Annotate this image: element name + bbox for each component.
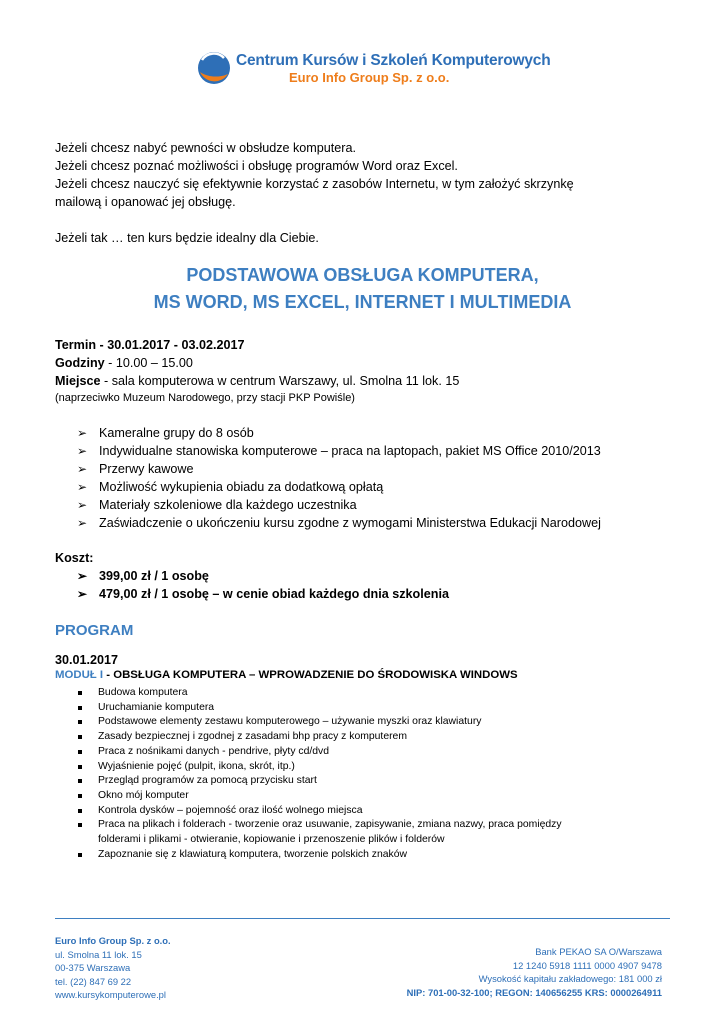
logo-subtitle: Euro Info Group Sp. z o.o. [289, 70, 450, 85]
intro-line: Jeżeli chcesz nabyć pewności w obsłudze komputera. [55, 141, 357, 155]
square-bullet-icon [78, 853, 82, 857]
footer-bank-name: Bank PEKAO SA O/Warszawa [535, 946, 662, 957]
arrow-bullet-icon: ➢ [77, 426, 88, 440]
footer-company-name: Euro Info Group Sp. z o.o. [55, 935, 171, 946]
square-bullet-icon [78, 794, 82, 798]
topic-item: Zasady bezpiecznej i zgodnej z zasadami bhp pracy z komputerem [78, 730, 562, 745]
hours-row [55, 354, 193, 372]
topic-item: Okno mój komputer [78, 789, 562, 804]
feature-item: ➢ Kameralne grupy do 8 osób [77, 426, 254, 440]
place-value: - sala komputerowa w centrum Warszawy, ul. Smolna 11 lok. 15 [100, 374, 460, 388]
square-bullet-icon [78, 809, 82, 813]
program-heading: PROGRAM [55, 622, 134, 639]
arrow-bullet-icon: ➢ [77, 498, 88, 512]
square-bullet-icon [78, 779, 82, 783]
place-row [55, 372, 459, 390]
topic-item: Wyjaśnienie pojęć (pulpit, ikona, skrót, itp.) [78, 760, 562, 775]
hours-value: - 10.00 – 15.00 [104, 356, 193, 370]
course-title-line2: MS WORD, MS EXCEL, INTERNET I MULTIMEDIA [153, 292, 572, 312]
footer-capital: Wysokość kapitału zakładowego: 181 000 zł [478, 973, 662, 985]
feature-item: ➢ Możliwość wykupienia obiadu za dodatkową opłatą [77, 480, 384, 494]
module-heading [55, 669, 518, 681]
place-label: Miejsce [55, 374, 101, 388]
footer-registration: NIP: 701-00-32-100; REGON: 140656255 KRS: 0000264911 [406, 986, 662, 998]
square-bullet-icon [78, 706, 82, 710]
square-bullet-icon [78, 720, 82, 724]
logo-title: Centrum Kursów i Szkoleń Komputerowych [236, 52, 551, 69]
topic-item: Przegląd programów za pomocą przycisku start [78, 774, 562, 789]
topic-item: Praca z nośnikami danych - pendrive, płyty cd/dvd [78, 745, 562, 760]
features-list [77, 424, 601, 532]
module-title: - OBSŁUGA KOMPUTERA – WPROWADZENIE DO ŚRODOWISKA WINDOWS [103, 669, 518, 681]
square-bullet-icon [78, 735, 82, 739]
footer-bank-account: 12 1240 5918 1111 0000 4907 9478 [512, 959, 662, 971]
term-label: Termin [55, 338, 97, 352]
footer-city: 00-375 Warszawa [55, 962, 131, 974]
topic-item: Uruchamianie komputera [78, 701, 562, 716]
topic-item: Kontrola dysków – pojemność oraz ilość wolnego miejsca [78, 804, 562, 819]
intro-line: mailową i opanować jej obsługę. [55, 195, 236, 209]
feature-item: ➢ Indywidualne stanowiska komputerowe – praca na laptopach, pakiet MS Office 2010/2013 [77, 444, 601, 458]
topic-item-continuation: folderami i plikami - otwieranie, kopiowanie i przenoszenie plików i folderów [98, 834, 445, 846]
logo-globe-icon [196, 50, 232, 86]
square-bullet-icon [78, 750, 82, 754]
topic-item: Zapoznanie się z klawiaturą komputera, tworzenie polskich znaków [78, 848, 562, 863]
topics-list [78, 686, 562, 862]
term-row [55, 336, 245, 354]
footer-divider [55, 918, 670, 919]
topic-item: Budowa komputera [78, 686, 562, 701]
cost-item: ➢ 399,00 zł / 1 osobę [77, 569, 209, 583]
footer-street: ul. Smolna 11 lok. 15 [55, 948, 142, 960]
footer-company-info [55, 934, 171, 1002]
footer-phone: tel. (22) 847 69 22 [55, 975, 132, 987]
module-prefix: MODUŁ I [55, 669, 104, 681]
square-bullet-icon [78, 691, 82, 695]
arrow-bullet-icon: ➢ [77, 480, 88, 494]
topic-item: Praca na plikach i folderach - tworzenie oraz usuwanie, zapisywanie, zmiana nazwy, praca pomiędzy [78, 818, 562, 833]
arrow-bullet-icon: ➢ [77, 587, 88, 601]
arrow-bullet-icon: ➢ [77, 516, 88, 530]
feature-item: ➢ Przerwy kawowe [77, 462, 194, 476]
place-note: (naprzeciwko Muzeum Narodowego, przy stacji PKP Powiśle) [55, 392, 355, 404]
intro-line: Jeżeli chcesz poznać możliwości i obsługę programów Word oraz Excel. [55, 159, 458, 173]
feature-item: ➢ Materiały szkoleniowe dla każdego uczestnika [77, 498, 357, 512]
arrow-bullet-icon: ➢ [77, 569, 88, 583]
intro-line: Jeżeli tak … ten kurs będzie idealny dla Ciebie. [55, 231, 319, 245]
hours-label: Godziny [55, 356, 105, 370]
program-date: 30.01.2017 [55, 653, 119, 667]
cost-list [77, 567, 449, 603]
intro-line: Jeżeli chcesz nauczyć się efektywnie korzystać z zasobów Internetu, w tym założyć skrzynkę [55, 177, 574, 191]
term-value: - 30.01.2017 - 03.02.2017 [96, 338, 245, 352]
arrow-bullet-icon: ➢ [77, 444, 88, 458]
footer-website-link[interactable]: www.kursykomputerowe.pl [55, 989, 166, 1001]
feature-item: ➢ Zaświadczenie o ukończeniu kursu zgodne z wymogami Ministerstwa Edukacji Narodowej [77, 516, 601, 530]
square-bullet-icon [78, 765, 82, 769]
cost-item: ➢ 479,00 zł / 1 osobę – w cenie obiad każdego dnia szkolenia [77, 587, 449, 601]
cost-label: Koszt: [55, 551, 94, 565]
course-title-line1: PODSTAWOWA OBSŁUGA KOMPUTERA, [186, 265, 539, 285]
company-logo [196, 50, 551, 90]
square-bullet-icon [78, 823, 82, 827]
topic-item: Podstawowe elementy zestawu komputerowego – używanie myszki oraz klawiatury [78, 715, 562, 730]
footer-bank-info [407, 945, 662, 999]
arrow-bullet-icon: ➢ [77, 462, 88, 476]
